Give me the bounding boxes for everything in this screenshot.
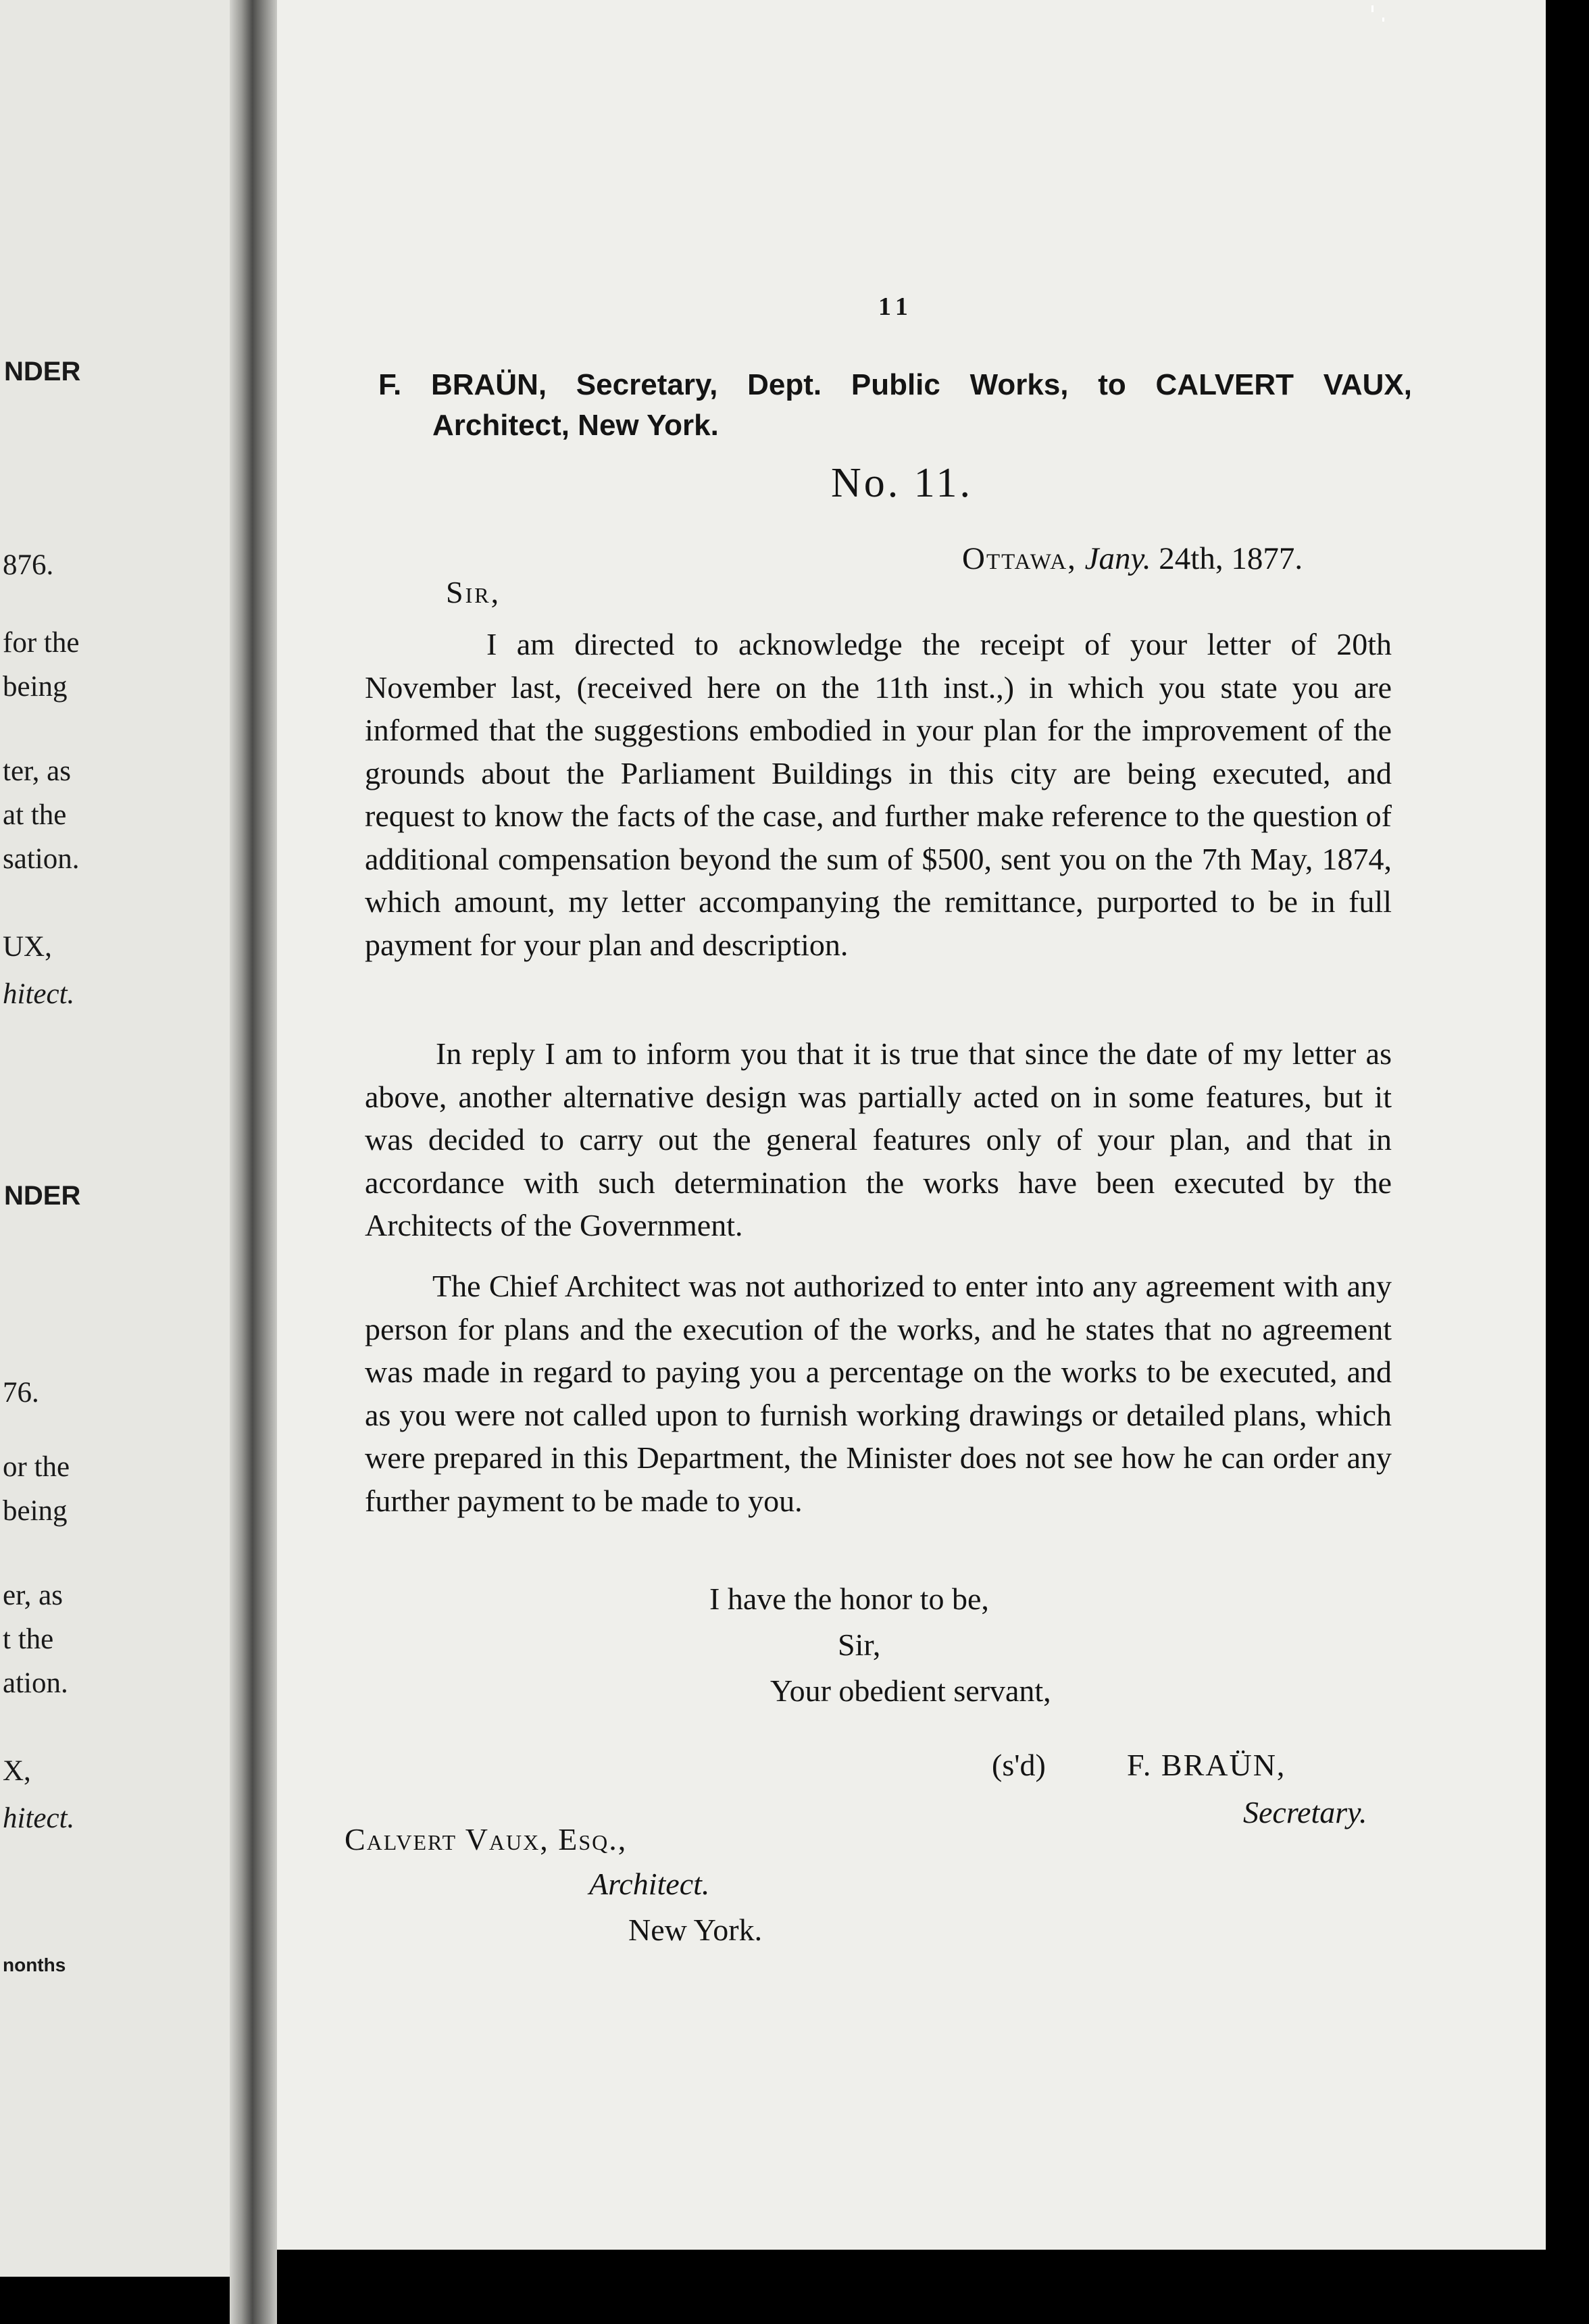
heading-line-1: F. BRAÜN, Secretary, Dept. Public Works, to CALVERT VAUX, (378, 368, 1412, 401)
scan-speck (1371, 5, 1373, 12)
scan-speck (1382, 18, 1384, 22)
dateline-day-year: 24th, 1877. (1159, 541, 1303, 576)
dateline-month: Jany. (1084, 541, 1151, 576)
facing-page-fragment: X, (3, 1755, 31, 1787)
facing-page-fragment: NDER (4, 1181, 81, 1211)
closing-line-1: I have the honor to be, (709, 1582, 989, 1616)
heading-line-2: Architect, New York. (432, 409, 719, 442)
page-number: 11 (878, 293, 913, 321)
facing-page-fragment: being (3, 671, 68, 703)
facing-page-fragment: NDER (4, 357, 81, 386)
facing-page-fragment: for the (3, 627, 80, 659)
document-number: No. 11. (831, 460, 973, 506)
facing-page-fragment: ter, as (3, 755, 71, 787)
facing-page (0, 0, 230, 2277)
salutation: Sir, (446, 575, 501, 609)
letter-heading (378, 365, 1412, 446)
facing-page-fragment: nonths (3, 1954, 66, 1975)
book-gutter (230, 0, 277, 2324)
facing-page-fragment: sation. (3, 843, 80, 875)
addressee-city: New York. (628, 1913, 763, 1947)
facing-page-fragment: UX, (3, 931, 52, 963)
body-paragraph-3: The Chief Architect was not authorized to enter into any agreement with any person for plans and the execution of the works, and he states that no agreement was made in regard to paying you a percentage on the works to be executed, and as you were not called upon to furnish working drawings or detailed plans, which were prepared in this Department, the Minister does not see how he can order any further payment to be made to you. (365, 1269, 1392, 1518)
dateline (962, 540, 1303, 577)
body-paragraph-1: I am directed to acknowledge the receipt of your letter of 20th November last, (received here on the 11th inst.,) in which you state you are informed that the suggestions embodied in your plan for the improvement of the grounds about the Parliament Buildings in this city are being executed, and request to know the facts of the case, and further make reference to the question of additional compensation beyond the sum of $500, sent you on the 7th May, 1874, which amount, my letter accompanying the remittance, purported to be in full payment for your plan and description. (365, 627, 1392, 962)
facing-page-fragment: ation. (3, 1667, 68, 1699)
signer-name: F. BRAÜN, (1127, 1748, 1286, 1782)
facing-page-fragment: 76. (3, 1377, 39, 1409)
facing-page-fragment: er, as (3, 1580, 64, 1611)
closing-line-2: Sir, (838, 1627, 881, 1662)
facing-page-fragment: t the (3, 1623, 54, 1655)
addressee-role: Architect. (589, 1867, 710, 1901)
facing-page-fragment: at the (3, 799, 67, 831)
signer-title: Secretary. (1243, 1795, 1367, 1829)
facing-page-fragment: hitect. (3, 978, 75, 1010)
facing-page-fragment: 876. (3, 549, 54, 581)
body-paragraph-2: In reply I am to inform you that it is true that since the date of my letter as above, another alternative design was partially acted on in some features, but it was decided to carry out the general features only of your plan, and that in accordance with such determination the works have been executed by the Architects of the Government. (365, 1036, 1392, 1242)
dateline-place: Ottawa, (962, 541, 1077, 576)
facing-page-fragment: hitect. (3, 1802, 75, 1834)
facing-page-fragment: or the (3, 1451, 70, 1483)
addressee-name: Calvert Vaux, Esq., (345, 1822, 628, 1856)
signed-mark: (s'd) (992, 1748, 1046, 1782)
facing-page-fragment: being (3, 1495, 68, 1527)
closing-line-3: Your obedient servant, (770, 1673, 1051, 1708)
